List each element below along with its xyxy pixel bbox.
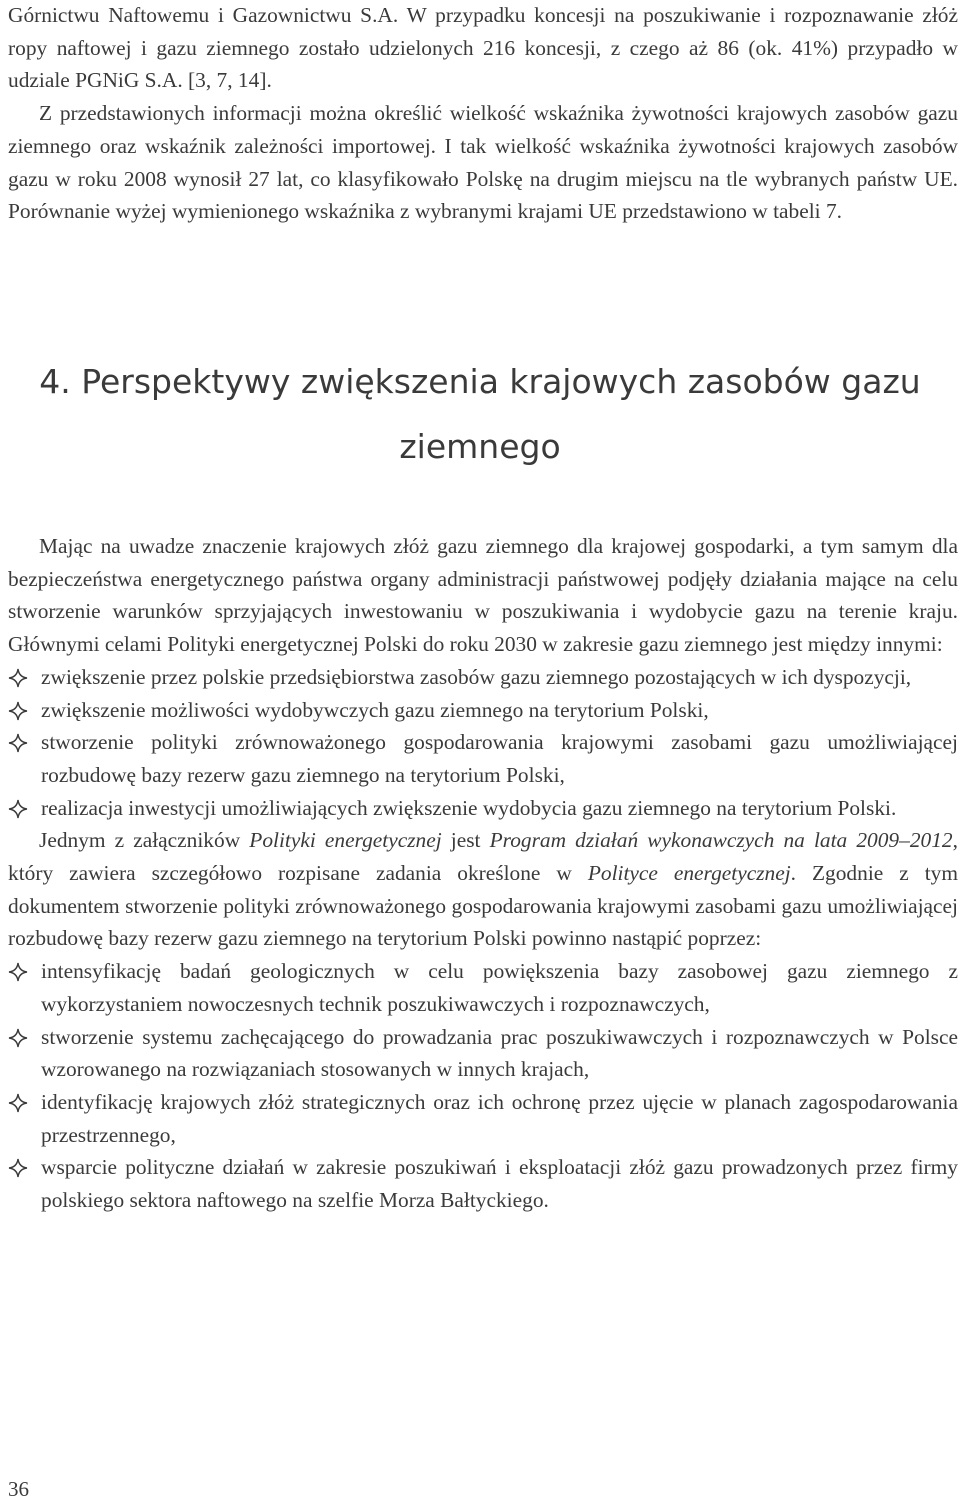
list-item-text: realizacja inwestycji umożliwiających zwiększenie wydobycia gazu ziemnego na terytorium Polski.	[41, 795, 897, 820]
section-heading-line2: ziemnego	[399, 427, 561, 466]
list-item	[8, 1086, 958, 1151]
star-bullet-icon	[8, 1158, 28, 1178]
list-item-text: zwiększenie przez polskie przedsiębiorstwa zasobów gazu ziemnego pozostających w ich dyspozycji,	[41, 664, 912, 689]
section-body	[8, 530, 958, 1217]
program-text-3: , który zawiera szczegółowo rozpisane zadania określone w	[8, 828, 958, 886]
list-item	[8, 726, 958, 791]
list-item	[8, 792, 958, 825]
star-bullet-icon	[8, 733, 28, 753]
list-item	[8, 661, 958, 694]
paragraph-intro: Mając na uwadze znaczenie krajowych złóż gazu ziemnego dla krajowej gospodarki, a tym samym dla bezpieczeństwa energetycznego państwa organy administracji państwowej podjęły działania mające na celu stworzenie warunków sprzyjających inwestowaniu w poszukiwania i wydobycie gazu na terenie kraju. Głównymi celami Polityki energetycznej Polski do roku 2030 w zakresie gazu ziemnego jest między innymi:	[8, 534, 958, 657]
list-item-text: zwiększenie możliwości wydobywczych gazu ziemnego na terytorium Polski,	[41, 697, 709, 722]
program-text-4: . Zgodnie z tym dokumentem stworzenie polityki zrównoważonego gospodarowania krajowymi zasobami gazu umożliwiającej rozbudowę bazy rezerw gazu ziemnego na terytorium Polski powinno nastąpić poprzez:	[8, 861, 958, 951]
star-bullet-icon	[8, 1093, 28, 1113]
star-bullet-icon	[8, 701, 28, 721]
star-bullet-icon	[8, 962, 28, 982]
section-heading-line1: 4. Perspektywy zwiększenia krajowych zasobów gazu	[39, 362, 921, 401]
paragraph-program	[8, 824, 958, 955]
paragraph-indicator: Z przedstawionych informacji można określić wielkość wskaźnika żywotności krajowych zasobów gazu ziemnego oraz wskaźnik zależności importowej. I tak wielkość wskaźnika żywotności krajowych zasobów gazu w roku 2008 wynosił 27 lat, co klasyfikowało Polskę na drugim miejscu na tle wybranych państw UE. Porównanie wyżej wymienionego wskaźnika z wybranymi krajami UE przedstawiono w tabeli 7.	[8, 101, 958, 224]
list-item	[8, 694, 958, 727]
list-item	[8, 1021, 958, 1086]
program-text-1: Jednym z załączników	[39, 828, 250, 853]
star-bullet-icon	[8, 668, 28, 688]
goals-list	[8, 661, 958, 825]
top-text-block	[8, 0, 958, 228]
page-number: 36	[8, 1477, 29, 1501]
paragraph-concessions: Górnictwu Naftowemu i Gazownictwu S.A. W przypadku koncesji na poszukiwanie i rozpoznawanie złóż ropy naftowej i gazu ziemnego zostało udzielonych 216 koncesji, z czego aż 86 (ok. 41%) przypadło w udziale PGNiG S.A. [3, 7, 14].	[8, 3, 958, 93]
program-text-2: jest	[441, 828, 490, 853]
list-item-text: stworzenie polityki zrównoważonego gospodarowania krajowymi zasobami gazu umożliwiającej rozbudowę bazy rezerw gazu ziemnego na terytorium Polski,	[41, 730, 958, 787]
list-item-text: stworzenie systemu zachęcającego do prowadzania prac poszukiwawczych i rozpoznawczych w Polsce wzorowanego na rozwiązaniach stosowanych w innych krajach,	[41, 1024, 958, 1082]
list-item-text: wsparcie polityczne działań w zakresie poszukiwań i eksploatacji złóż gazu prowadzonych przez firmy polskiego sektora naftowego na szelfie Morza Bałtyckiego.	[41, 1155, 958, 1213]
measures-list	[8, 955, 958, 1217]
program-title-policy: Polityki energetycznej	[249, 828, 442, 853]
list-item-text: identyfikację krajowych złóż strategicznych oraz ich ochronę przez ujęcie w planach zagospodarowania przestrzennego,	[41, 1089, 958, 1147]
star-bullet-icon	[8, 1028, 28, 1048]
star-bullet-icon	[8, 799, 28, 819]
list-item	[8, 1151, 958, 1216]
program-title-actions: Program działań wykonawczych na lata 2009–2012	[489, 828, 953, 853]
section-heading	[0, 350, 960, 479]
list-item-text: intensyfikację badań geologicznych w celu powiększenia bazy zasobowej gazu ziemnego z wykorzystaniem nowoczesnych technik poszukiwawczych i rozpoznawczych,	[41, 959, 958, 1016]
list-item	[8, 955, 958, 1020]
program-title-policy-2: Polityce energetycznej	[587, 861, 791, 886]
